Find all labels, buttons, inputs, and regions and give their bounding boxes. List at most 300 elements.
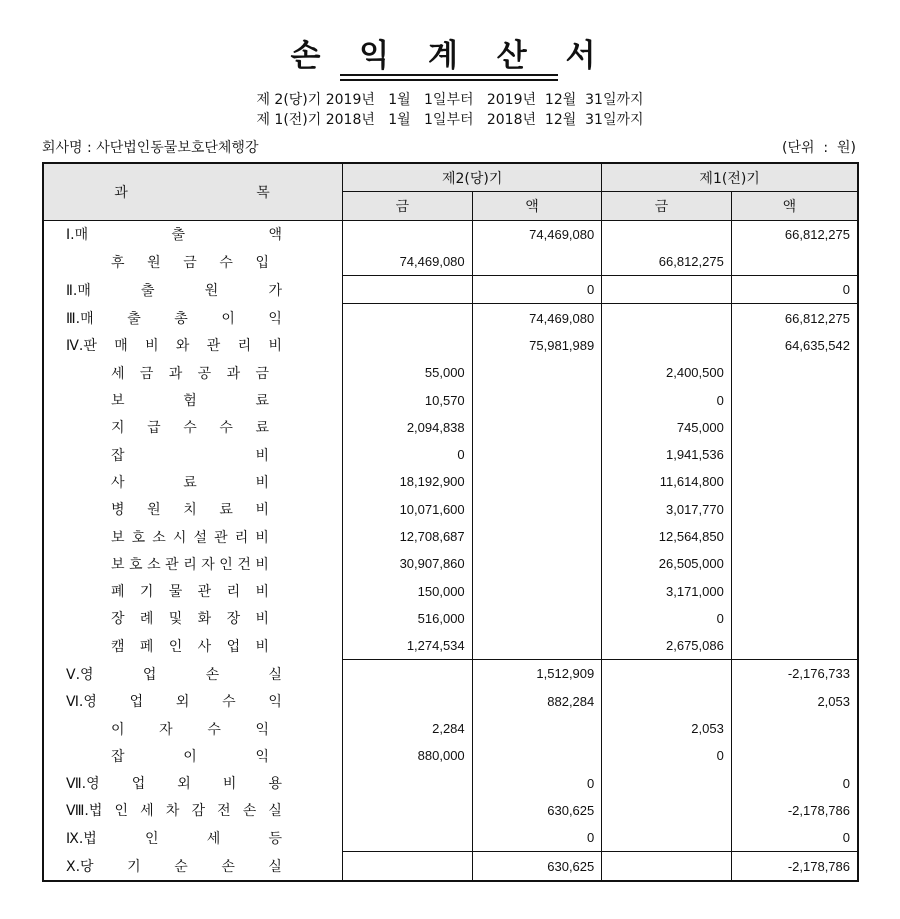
table-row (43, 496, 858, 523)
row-label (111, 527, 269, 547)
label-glyph: 관 (197, 584, 212, 601)
label-glyph: 관 (165, 556, 179, 573)
label-glyph: 세 (111, 365, 125, 382)
prior-detail-amount (602, 688, 732, 715)
prior-total-amount (731, 248, 858, 276)
label-glyph: 입 (255, 254, 269, 271)
row-label (66, 856, 282, 876)
current-total-amount (472, 468, 602, 495)
table-row (43, 824, 858, 852)
label-glyph: 세 (206, 831, 221, 848)
current-detail-amount: 880,000 (343, 742, 473, 769)
label-glyph: 익 (268, 310, 282, 327)
prior-detail-amount (602, 797, 732, 824)
label-glyph: 감 (191, 803, 205, 820)
table-row (43, 632, 858, 660)
label-glyph: 업 (129, 694, 144, 711)
prior-detail-amount: 0 (602, 605, 732, 632)
label-glyph: 비 (255, 556, 269, 573)
row-label (111, 746, 269, 766)
table-row (43, 386, 858, 413)
label-glyph: Ⅰ.매 (66, 227, 89, 244)
current-detail-amount (343, 797, 473, 824)
current-detail-amount (343, 276, 473, 304)
row-label-cell (43, 332, 343, 359)
prior-detail-amount (602, 824, 732, 852)
prior-total-amount (731, 359, 858, 386)
prior-total-amount (731, 414, 858, 441)
current-total-amount (472, 715, 602, 742)
label-glyph: 캠 (111, 638, 125, 655)
current-total-amount (472, 742, 602, 769)
row-label-cell (43, 468, 343, 495)
prior-detail-amount: 66,812,275 (602, 248, 732, 276)
current-detail-amount: 74,469,080 (343, 248, 473, 276)
current-total-amount: 74,469,080 (472, 220, 602, 248)
label-glyph: 보 (111, 556, 125, 573)
title-underline-bottom (340, 79, 558, 81)
current-total-amount: 882,284 (472, 688, 602, 715)
row-label (111, 363, 269, 383)
prior-detail-amount (602, 276, 732, 304)
row-label (66, 691, 282, 711)
current-total-amount (472, 496, 602, 523)
label-glyph: 호 (131, 529, 146, 546)
current-detail-amount (343, 824, 473, 852)
label-glyph: Ⅴ.영 (66, 666, 94, 683)
label-glyph: 장 (111, 611, 125, 628)
row-label-cell (43, 824, 343, 852)
label-glyph: 호 (129, 556, 143, 573)
row-label (111, 581, 269, 601)
table-row (43, 550, 858, 577)
row-label (111, 445, 269, 465)
row-label-cell (43, 386, 343, 413)
row-label-cell (43, 770, 343, 797)
label-glyph: 출 (171, 227, 186, 244)
label-glyph: 후 (111, 254, 125, 271)
label-glyph: 급 (147, 420, 161, 437)
current-detail-amount (343, 304, 473, 332)
prior-detail-amount (602, 660, 732, 688)
current-detail-amount: 516,000 (343, 605, 473, 632)
table-row (43, 468, 858, 495)
row-label (111, 390, 269, 410)
prior-total-amount: 2,053 (817, 693, 850, 709)
label-glyph: 세 (140, 803, 154, 820)
current-total-amount: 630,625 (472, 797, 602, 824)
label-glyph: 수 (207, 721, 221, 738)
prior-detail-amount: 26,505,000 (602, 550, 732, 577)
row-label (66, 308, 282, 328)
label-glyph: 손 (221, 858, 235, 875)
current-total-amount (472, 605, 602, 632)
label-glyph: 자 (201, 556, 215, 573)
current-total-amount: 75,981,989 (472, 332, 602, 359)
prior-detail-amount: 12,564,850 (602, 523, 732, 550)
label-glyph: 비 (145, 338, 159, 355)
label-glyph: Ⅲ.매 (66, 310, 94, 327)
label-glyph: Ⅳ.판 (66, 338, 97, 355)
label-glyph: 험 (183, 393, 197, 410)
row-label-cell (43, 496, 343, 523)
label-glyph: 병 (111, 502, 125, 519)
label-glyph: 원 (147, 502, 161, 519)
row-label-cell (43, 632, 343, 660)
current-detail-amount (343, 852, 473, 881)
label-glyph: 수 (222, 694, 236, 711)
table-row (43, 660, 858, 688)
prior-total-amount: 0 (731, 276, 858, 304)
table-row (43, 304, 858, 332)
table-row (43, 441, 858, 468)
label-glyph: 사 (197, 638, 212, 655)
prior-detail-amount: 2,400,500 (602, 359, 732, 386)
header-current-amount-right: 액 (472, 192, 602, 220)
label-glyph: 비 (222, 776, 237, 793)
row-label-cell (43, 276, 343, 304)
label-glyph: 료 (219, 502, 233, 519)
current-detail-amount (343, 220, 473, 248)
current-detail-amount: 12,708,687 (343, 523, 473, 550)
current-detail-amount (343, 688, 473, 715)
row-label-cell (43, 359, 343, 386)
label-glyph: 업 (226, 638, 241, 655)
row-label-cell (43, 441, 343, 468)
label-glyph: 비 (255, 502, 269, 519)
header-prior-amount-left: 금 (602, 192, 732, 220)
label-glyph: 총 (174, 310, 188, 327)
current-total-amount (472, 359, 602, 386)
table-row (43, 220, 858, 248)
label-glyph: 잡 (111, 748, 125, 765)
label-glyph: 외 (177, 776, 191, 793)
prior-total-amount (731, 468, 858, 495)
prior-detail-amount: 3,017,770 (602, 496, 732, 523)
label-glyph: 료 (183, 474, 197, 491)
current-detail-amount: 30,907,860 (343, 550, 473, 577)
label-glyph: 수 (219, 254, 233, 271)
row-label (111, 499, 269, 519)
label-glyph: 과 (168, 365, 183, 382)
header-row-periods (43, 163, 858, 192)
label-glyph: Ⅷ.법 (66, 803, 103, 820)
label-glyph: 익 (268, 694, 282, 711)
label-glyph: 비 (268, 338, 282, 355)
row-label-cell (43, 797, 343, 824)
row-label (66, 828, 282, 848)
label-glyph: 화 (197, 611, 212, 628)
table-row (43, 414, 858, 441)
table-row (43, 797, 858, 824)
label-glyph: 출 (127, 310, 141, 327)
prior-detail-amount: 2,675,086 (602, 632, 732, 660)
label-glyph: 이 (111, 721, 125, 738)
current-total-amount: 0 (472, 824, 602, 852)
prior-total-amount: 64,635,542 (784, 337, 850, 353)
label-glyph: 익 (255, 721, 269, 738)
table-row (43, 852, 858, 881)
label-glyph: 등 (268, 831, 282, 848)
current-total-amount (472, 550, 602, 577)
document-title: 손 익 계 산 서 (290, 38, 610, 74)
label-glyph: 물 (168, 584, 183, 601)
row-label-cell (43, 220, 343, 248)
label-glyph: 과 (226, 365, 241, 382)
label-glyph: Ⅶ.영 (66, 776, 100, 793)
prior-total-amount (731, 632, 858, 660)
label-glyph: 비 (255, 584, 269, 601)
label-glyph: 수 (183, 420, 197, 437)
period-prior: 제 1(전)기 2018년 1월 1일부터 2018년 12월 31일까지 (256, 112, 644, 128)
label-glyph: 인 (114, 803, 129, 820)
label-glyph: 기 (127, 858, 141, 875)
label-glyph: 실 (268, 858, 282, 875)
label-glyph: 소 (152, 529, 166, 546)
current-total-amount (472, 632, 602, 660)
table-row (43, 523, 858, 550)
current-total-amount: 0 (472, 770, 602, 797)
label-glyph: 업 (131, 776, 146, 793)
prior-total-amount: -2,176,733 (731, 660, 858, 688)
company-name: 회사명 : 사단법인동물보호단체행강 (42, 140, 259, 156)
label-glyph: 업 (142, 666, 157, 683)
current-detail-amount: 10,071,600 (343, 496, 473, 523)
header-prior-period: 제1(전)기 (602, 163, 858, 192)
label-glyph: 비 (255, 474, 269, 491)
label-glyph: 이 (221, 310, 235, 327)
row-label-cell (43, 715, 343, 742)
label-glyph: 금 (255, 365, 269, 382)
prior-total-amount (731, 386, 858, 413)
prior-total-amount (731, 715, 858, 742)
row-label (111, 472, 269, 492)
label-glyph: 보 (111, 393, 125, 410)
label-glyph: 실 (268, 803, 282, 820)
row-label-cell (43, 688, 343, 715)
row-label (66, 800, 282, 820)
current-total-amount (472, 577, 602, 604)
row-label (66, 664, 282, 684)
label-glyph: 비 (255, 447, 269, 464)
label-glyph: 비 (255, 529, 269, 546)
prior-total-amount: -2,178,786 (731, 852, 858, 881)
prior-total-amount (731, 523, 858, 550)
current-detail-amount: 2,284 (343, 715, 473, 742)
prior-detail-amount: 745,000 (602, 414, 732, 441)
current-total-amount: 630,625 (472, 852, 602, 881)
prior-total-amount: 66,812,275 (731, 304, 858, 332)
label-glyph: 이 (183, 748, 197, 765)
row-label (111, 554, 269, 574)
label-glyph: 지 (111, 420, 125, 437)
current-total-amount: 1,512,909 (472, 660, 602, 688)
label-glyph: 손 (242, 803, 257, 820)
prior-total-amount (731, 605, 858, 632)
label-glyph: 와 (175, 338, 190, 355)
prior-total-amount (731, 577, 858, 604)
row-label-cell (43, 605, 343, 632)
label-glyph: 소 (147, 556, 161, 573)
row-label-cell (43, 742, 343, 769)
label-glyph: 원 (204, 282, 219, 299)
label-glyph: Ⅹ.당 (66, 858, 94, 875)
label-glyph: 리 (234, 529, 249, 546)
header-current-period: 제2(당)기 (343, 163, 602, 192)
table-row (43, 276, 858, 304)
current-total-amount (472, 248, 602, 276)
label-glyph: 시 (172, 529, 187, 546)
label-glyph: 용 (268, 776, 282, 793)
label-glyph: 실 (268, 666, 282, 683)
label-glyph: 비 (255, 611, 269, 628)
label-glyph: 치 (183, 502, 197, 519)
current-detail-amount: 55,000 (343, 359, 473, 386)
prior-detail-amount: 0 (602, 386, 732, 413)
prior-total-amount: -2,178,786 (787, 802, 850, 818)
row-label-cell (43, 523, 343, 550)
title-underline-top (340, 74, 558, 76)
statement-body (43, 220, 858, 881)
label-glyph: 전 (217, 803, 231, 820)
header-subject: 과 목 (43, 163, 343, 220)
row-label (66, 773, 282, 793)
label-glyph: 수 (219, 420, 233, 437)
table-row (43, 605, 858, 632)
label-glyph: Ⅱ.매 (66, 282, 91, 299)
label-glyph: 익 (255, 748, 269, 765)
prior-total-amount (731, 550, 858, 577)
label-glyph: 설 (193, 529, 208, 546)
label-glyph: 료 (255, 420, 269, 437)
label-glyph: 비 (255, 638, 269, 655)
table-row (43, 359, 858, 386)
table-row (43, 332, 858, 359)
prior-detail-amount: 1,941,536 (602, 441, 732, 468)
prior-detail-amount (602, 220, 732, 248)
table-row (43, 248, 858, 276)
label-glyph: 례 (139, 611, 154, 628)
current-detail-amount (343, 660, 473, 688)
label-glyph: 장 (226, 611, 241, 628)
label-glyph: 리 (237, 338, 252, 355)
row-label (111, 417, 269, 437)
label-glyph: 료 (255, 393, 269, 410)
prior-detail-amount (602, 852, 732, 881)
label-glyph: 사 (111, 474, 125, 491)
row-label-cell (43, 550, 343, 577)
prior-detail-amount (602, 770, 732, 797)
current-detail-amount: 1,274,534 (343, 632, 473, 660)
prior-detail-amount: 11,614,800 (602, 468, 732, 495)
label-glyph: 건 (237, 556, 251, 573)
table-row (43, 688, 858, 715)
row-label (66, 224, 282, 244)
prior-total-amount: 66,812,275 (784, 226, 850, 242)
current-total-amount: 0 (472, 276, 602, 304)
table-row (43, 715, 858, 742)
label-glyph: 원 (147, 254, 161, 271)
label-glyph: 관 (214, 529, 228, 546)
label-glyph: 순 (174, 858, 188, 875)
label-glyph: 잡 (111, 447, 125, 464)
label-glyph: Ⅸ.법 (66, 831, 97, 848)
label-glyph: 차 (165, 803, 180, 820)
row-label (66, 335, 282, 355)
current-detail-amount (343, 332, 473, 359)
unit-label: (단위 : 원) (781, 140, 856, 156)
label-glyph: 매 (114, 338, 128, 355)
label-glyph: 리 (183, 556, 197, 573)
current-detail-amount: 10,570 (343, 386, 473, 413)
income-statement-table (42, 162, 859, 882)
label-glyph: 공 (197, 365, 212, 382)
current-detail-amount: 150,000 (343, 577, 473, 604)
label-glyph: 외 (175, 694, 190, 711)
row-label (66, 280, 282, 300)
row-label (111, 608, 269, 628)
row-label (111, 719, 269, 739)
row-label-cell (43, 304, 343, 332)
row-label (111, 636, 269, 656)
row-label-cell (43, 852, 343, 881)
label-glyph: 금 (183, 254, 197, 271)
label-glyph: 액 (268, 227, 282, 244)
prior-total-amount (731, 742, 858, 769)
label-glyph: Ⅵ.영 (66, 694, 97, 711)
row-label (111, 252, 269, 272)
prior-detail-amount (602, 332, 732, 359)
label-glyph: 인 (168, 638, 183, 655)
prior-total-amount: 0 (842, 775, 850, 791)
table-row (43, 742, 858, 769)
prior-detail-amount: 3,171,000 (602, 577, 732, 604)
label-glyph: 관 (206, 338, 221, 355)
label-glyph: 리 (226, 584, 241, 601)
current-detail-amount: 2,094,838 (343, 414, 473, 441)
row-label-cell (43, 660, 343, 688)
label-glyph: 인 (145, 831, 159, 848)
prior-detail-amount: 0 (602, 742, 732, 769)
table-row (43, 577, 858, 604)
current-total-amount: 74,469,080 (472, 304, 602, 332)
label-glyph: 보 (111, 529, 125, 546)
label-glyph: 자 (159, 721, 173, 738)
row-label-cell (43, 577, 343, 604)
current-total-amount (472, 523, 602, 550)
header-current-amount-left: 금 (343, 192, 473, 220)
label-glyph: 출 (141, 282, 155, 299)
label-glyph: 폐 (111, 584, 125, 601)
current-detail-amount (343, 770, 473, 797)
period-current: 제 2(당)기 2019년 1월 1일부터 2019년 12월 31일까지 (256, 92, 644, 108)
label-glyph: 및 (168, 611, 183, 628)
label-glyph: 페 (139, 638, 154, 655)
row-label-cell (43, 248, 343, 276)
row-label-cell (43, 414, 343, 441)
label-glyph: 금 (139, 365, 154, 382)
label-glyph: 가 (268, 282, 282, 299)
label-glyph: 손 (205, 666, 220, 683)
table-row (43, 770, 858, 797)
current-detail-amount: 18,192,900 (343, 468, 473, 495)
prior-detail-amount: 2,053 (602, 715, 732, 742)
prior-detail-amount (602, 304, 732, 332)
current-detail-amount: 0 (343, 441, 473, 468)
prior-total-amount (731, 441, 858, 468)
label-glyph: 기 (139, 584, 154, 601)
current-total-amount (472, 386, 602, 413)
